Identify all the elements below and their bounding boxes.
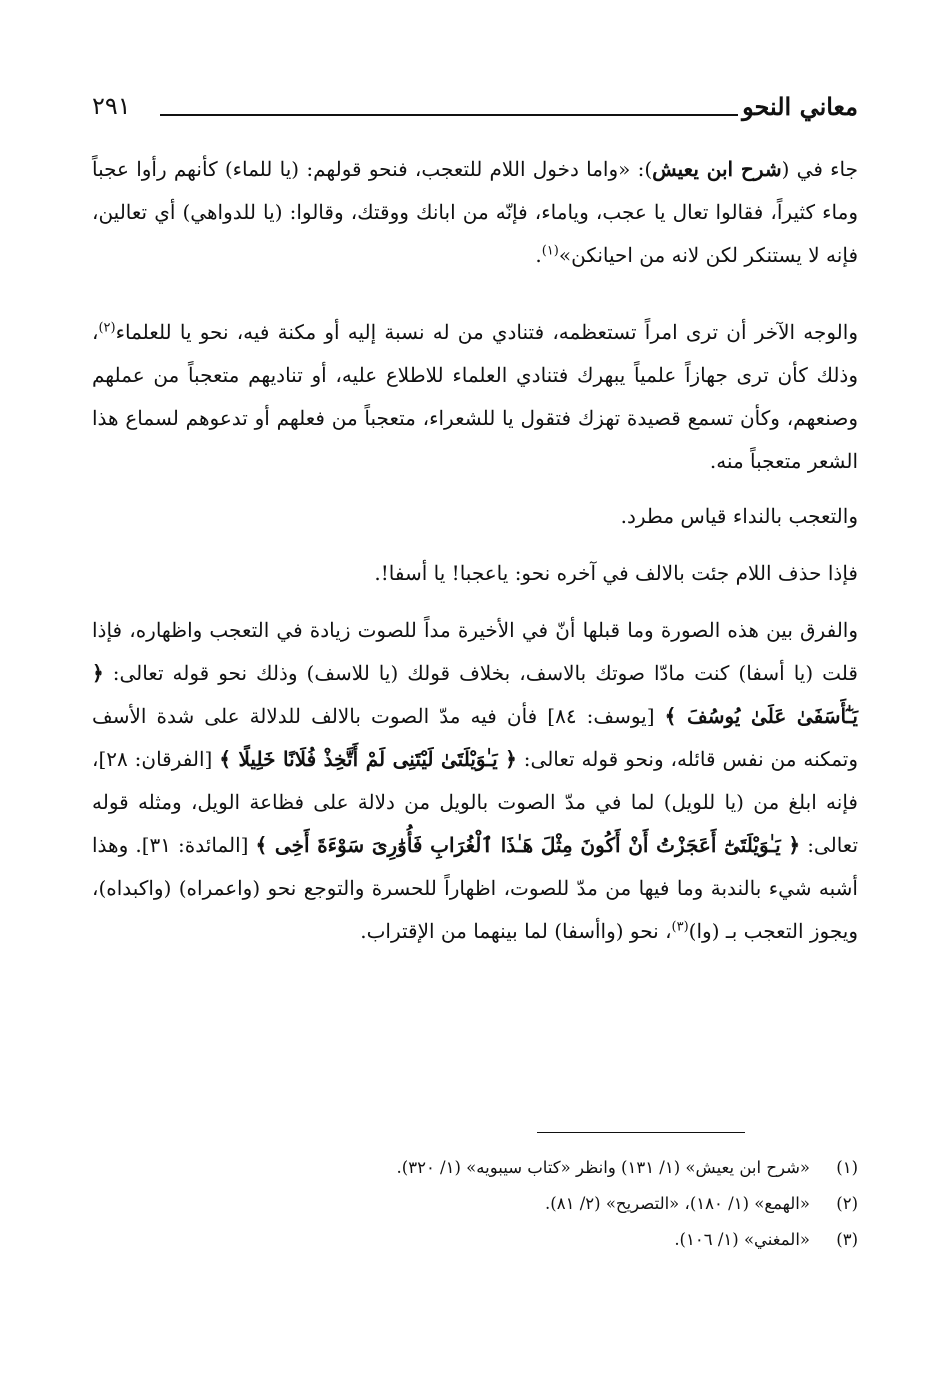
footnote-number: (٣) (836, 1230, 858, 1249)
page-number: ٢٩١ (92, 92, 131, 120)
p5-ref-1: [يوسف: ٨٤] فأن فيه مدّ الصوت بالالف للدلالة على شدة الأسف وتمكنه من نفس قائله، ونحو قوله تعالى: (92, 704, 858, 771)
footnote-ref-2[interactable]: (٢) (98, 320, 116, 336)
header-rule (160, 114, 738, 116)
footnote-text: «المغني» (١/ ١٠٦). (674, 1230, 810, 1249)
footnote-text: «الهمع» (١/ ١٨٠)، «التصريح» (٢/ ٨١). (545, 1194, 810, 1213)
footnote-ref-3[interactable]: (٣) (671, 919, 689, 935)
p1-text-1: جاء في ( (781, 157, 858, 181)
p1-text-3: . (535, 243, 542, 267)
p5-text-end: ، نحو (واأسفا) لما بينهما من الإقتراب. (360, 919, 672, 943)
p1-text-2: ): «واما دخول اللام للتعجب، فنحو قولهم: (يا للماء) كأنهم رأوا عجباً وماء كثيراً، فقالوا تعال يا عجب، وياماء، فإنّه من ابانك ووقتك، وقالوا: (يا للدواهي) أي تعالين، فإنه لا يستنكر لكن لانه من احيانكن» (92, 157, 858, 267)
footnote-3 (120, 1222, 858, 1258)
p5-ref-2: [الفرقان: ٢٨]، فإنه ابلغ من (يا للويل) لما في مدّ الصوت بالويل من دلالة على فظاعة الويل، ومثله قوله تعالى: (92, 747, 859, 857)
footnote-ref-1[interactable]: (١) (541, 243, 559, 259)
footnote-1 (120, 1150, 858, 1186)
main-text (92, 148, 858, 1019)
paragraph-4: فإذا حذف اللام جئت بالالف في آخره نحو: ياعجبا! يا أسفا!. (374, 561, 858, 585)
footnote-text: «شرح ابن يعيش» (١/ ١٣١) وانظر «كتاب سيبويه» (١/ ٣٢٠). (396, 1158, 810, 1177)
quran-verse-2: ﴿ يَـٰوَيْلَتَىٰ لَيْتَنِى لَمْ أَتَّخِذْ فُلَانًا خَلِيلًا ﴾ (219, 747, 517, 771)
p2-text-2: ، وذلك كأن ترى جهازاً علمياً يبهرك فتنادي العلماء للاطلاع عليه، أو تناديهم متعجباً من عملهم وصنعهم، وكأن تسمع قصيدة تهزك فتقول يا للشعراء، متعجباً من فعلهم أو تدعوهم لسماع هذا الشعر متعجباً منه. (92, 320, 858, 473)
footnotes (120, 1150, 858, 1258)
paragraph-1 (92, 148, 858, 295)
footnote-rule (537, 1132, 745, 1133)
p5-ref-3: [المائدة: ٣١]. وهذا أشبه شيء بالندبة وما فيها من مدّ للصوت، اظهاراً للحسرة والتوجع نحو (واعمراه) (واكبداه)، ويجوز التعجب بـ (وا) (92, 833, 858, 943)
footnote-number: (١) (836, 1158, 858, 1177)
footnote-number: (٢) (836, 1194, 858, 1213)
quran-verse-3: ﴿ يَـٰوَيْلَتَىٰٓ أَعَجَزْتُ أَنْ أَكُونَ مِثْلَ هَـٰذَا ٱلْغُرَابِ فَأُوَٰرِىَ سَوْءَةَ أَخِى ﴾ (255, 833, 801, 857)
footnote-2 (120, 1186, 858, 1222)
paragraph-2 (92, 311, 858, 481)
paragraph-5 (92, 609, 858, 1019)
paragraph-3: والتعجب بالنداء قياس مطرد. (620, 504, 858, 528)
p2-text-1: والوجه الآخر أن ترى امراً تستعظمه، فتنادي من له نسبة إليه أو مكنة فيه، نحو يا للعلماء (115, 320, 858, 344)
quran-verse-1: ﴿ يَـٰٓأَسَفَىٰ عَلَىٰ يُوسُفَ ﴾ (92, 661, 858, 728)
p1-source-title: شرح ابن يعيش (652, 157, 782, 181)
p5-text-1: والفرق بين هذه الصورة وما قبلها أنّ في الأخيرة مداً للصوت زيادة في التعجب واظهاره، فإذا قلت (يا أسفا) كنت مادّا صوتك بالاسف، بخلاف قولك (يا للاسف) وذلك نحو قوله تعالى: (92, 618, 858, 685)
running-header-title: معاني النحو (742, 92, 858, 121)
